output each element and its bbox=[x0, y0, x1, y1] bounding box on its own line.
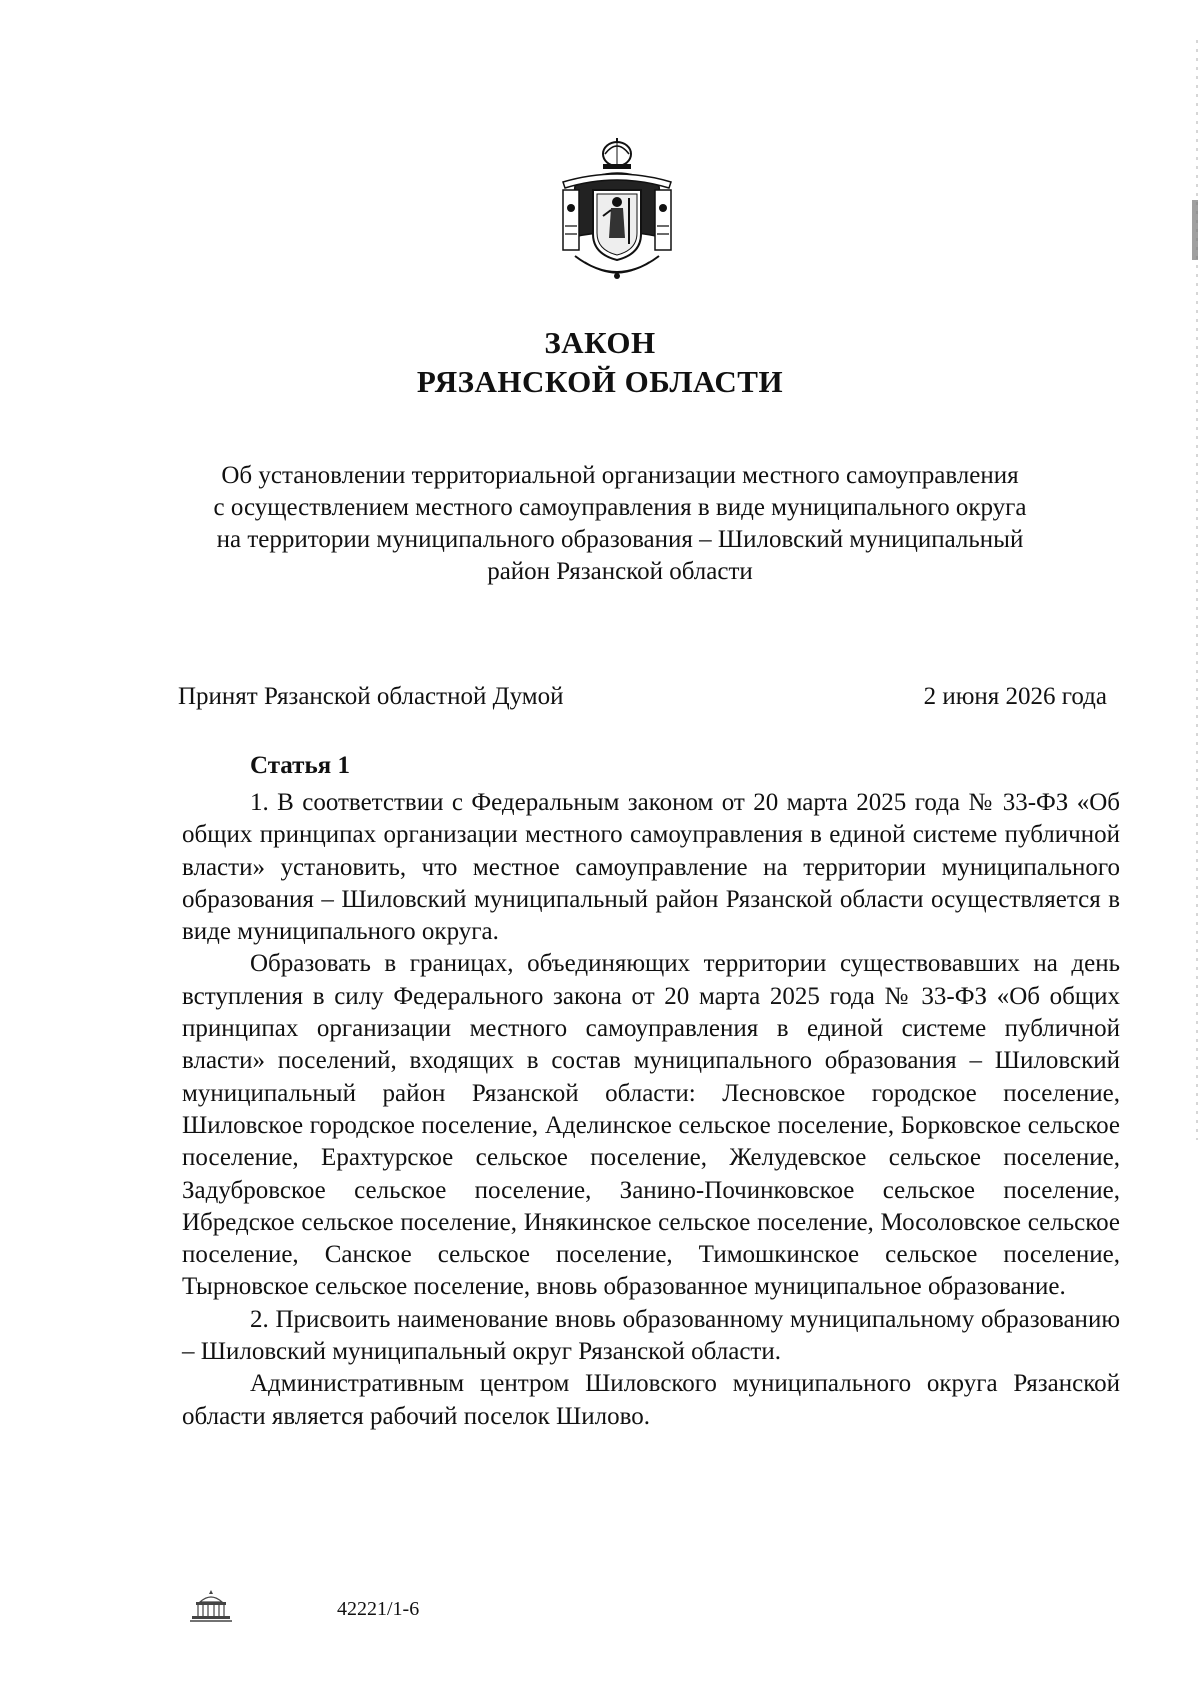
article-title: Статья 1 bbox=[250, 752, 350, 779]
subject-line: Об установлении территориальной организации местного самоуправления bbox=[221, 462, 1019, 489]
paragraph: 2. Присвоить наименование вновь образованному муниципальному образованию – Шиловский муниципальный округ Рязанской области. bbox=[182, 1305, 1120, 1366]
law-subject bbox=[160, 460, 1080, 588]
article-body bbox=[182, 787, 1120, 1433]
subject-line: на территории муниципального образования – Шиловский муниципальный bbox=[216, 526, 1024, 553]
paragraph: Образовать в границах, объединяющих территории существовавших на день вступления в силу Федерального закона от 20 марта 2025 года № 33-ФЗ «Об общих принципах организации местного самоуправления в единой системе публичной власти» поселений, входящих в состав муниципального образования – Шиловский муниципальный район Рязанской области: Лесновское городское поселение, Шиловское городское поселение, Аделинское сельское поселение, Борковское сельское поселение, Ерахтурское сельское поселение, Желудевское сельское поселение, Задубровское сельское поселение, Занино-Починковское сельское поселение, Ибредское сельское поселение, Инякинское сельское поселение, Мосоловское сельское поселение, Санское сельское поселение, Тимошкинское сельское поселение, Тырновское сельское поселение, вновь образованное муниципальное образование. bbox=[182, 950, 1120, 1301]
scan-mark-artifact bbox=[1192, 200, 1198, 260]
law-region-title: РЯЗАНСКОЙ ОБЛАСТИ bbox=[416, 364, 784, 399]
duma-building-icon bbox=[186, 1588, 236, 1624]
document-code: 42221/1-6 bbox=[337, 1598, 420, 1620]
paragraph: 1. В соответствии с Федеральным законом от 20 марта 2025 года № 33-ФЗ «Об общих принципах организации местного самоуправления в единой системе публичной власти» установить, что местное самоуправление на территории муниципального образования – Шиловский муниципальный район Рязанской области осуществляется в виде муниципального округа. bbox=[182, 789, 1120, 946]
coat-of-arms-icon bbox=[555, 138, 679, 286]
law-title: ЗАКОН bbox=[544, 325, 656, 360]
subject-line: с осуществлением местного самоуправления в виде муниципального округа bbox=[213, 494, 1027, 521]
subject-line: район Рязанской области bbox=[487, 558, 753, 585]
adopted-by: Принят Рязанской областной Думой bbox=[178, 683, 564, 710]
paragraph: Административным центром Шиловского муниципального округа Рязанской области является рабочий поселок Шилово. bbox=[182, 1370, 1120, 1430]
adopted-date: 2 июня 2026 года bbox=[923, 683, 1107, 710]
